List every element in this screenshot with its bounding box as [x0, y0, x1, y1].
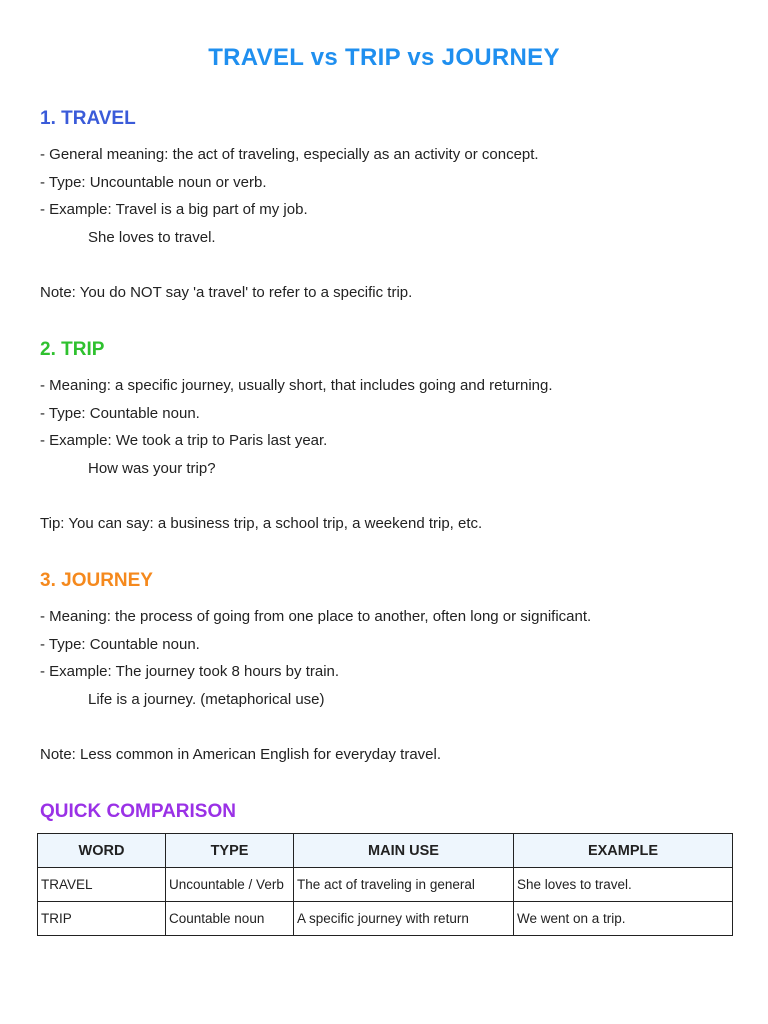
header-word: WORD — [38, 834, 166, 868]
travel-meaning-line: - General meaning: the act of traveling, especially as an activity or concept. — [40, 146, 539, 163]
trip-example-line: - Example: We took a trip to Paris last year. — [40, 432, 328, 449]
header-example: EXAMPLE — [514, 834, 733, 868]
section-travel — [40, 108, 740, 306]
section-comparison — [40, 801, 740, 823]
trip-example-extra: How was your trip? — [88, 459, 216, 477]
cell-word: TRIP — [38, 902, 166, 936]
table-row — [38, 868, 733, 902]
trip-meaning-line: - Meaning: a specific journey, usually short, that includes going and returning. — [40, 377, 553, 394]
trip-tip: Tip: You can say: a business trip, a school trip, a weekend trip, etc. — [40, 514, 483, 532]
cell-type: Uncountable / Verb — [166, 868, 294, 902]
cell-main-use: A specific journey with return — [294, 902, 514, 936]
cell-example: She loves to travel. — [514, 868, 733, 902]
section-trip — [40, 339, 740, 537]
page-title: TRAVEL vs TRIP vs JOURNEY — [208, 44, 560, 71]
section-heading-trip: 2. TRIP — [40, 339, 105, 360]
cell-word: TRAVEL — [38, 868, 166, 902]
header-type: TYPE — [166, 834, 294, 868]
section-journey — [40, 570, 740, 768]
cell-main-use: The act of traveling in general — [294, 868, 514, 902]
section-heading-journey: 3. JOURNEY — [40, 570, 153, 591]
cell-example: We went on a trip. — [514, 902, 733, 936]
travel-note: Note: You do NOT say 'a travel' to refer to a specific trip. — [40, 283, 413, 301]
comparison-heading: QUICK COMPARISON — [40, 801, 236, 822]
travel-type-line: - Type: Uncountable noun or verb. — [40, 173, 267, 191]
table-header-row — [38, 834, 733, 868]
journey-note: Note: Less common in American English for everyday travel. — [40, 745, 442, 763]
journey-meaning-line: - Meaning: the process of going from one place to another, often long or significant. — [40, 608, 592, 625]
cell-type: Countable noun — [166, 902, 294, 936]
trip-type-line: - Type: Countable noun. — [40, 404, 200, 422]
journey-example-extra: Life is a journey. (metaphorical use) — [88, 690, 325, 708]
journey-example-line: - Example: The journey took 8 hours by train. — [40, 663, 340, 680]
travel-example-extra: She loves to travel. — [88, 228, 216, 246]
header-main-use: MAIN USE — [294, 834, 514, 868]
journey-type-line: - Type: Countable noun. — [40, 635, 200, 653]
comparison-table — [37, 833, 733, 936]
table-row — [38, 902, 733, 936]
travel-example-line: - Example: Travel is a big part of my job. — [40, 201, 308, 218]
section-heading-travel: 1. TRAVEL — [40, 108, 136, 129]
